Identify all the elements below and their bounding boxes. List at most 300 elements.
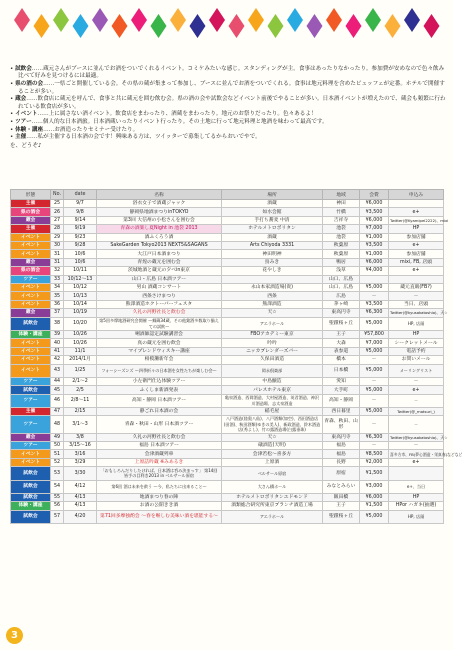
fee-cell: ¥5,000 (360, 408, 389, 416)
diamond-shape (92, 8, 108, 32)
no-cell: 27 (51, 216, 64, 224)
title-cell: 青煌の蔵元を囲む会 (97, 258, 222, 266)
place-cell: 岡永倶楽部 (222, 364, 323, 377)
diamond-shape (424, 14, 440, 38)
type-cell: 蔵会 (11, 433, 51, 441)
no-cell: 28 (51, 225, 64, 233)
bullet-icon: • (10, 111, 16, 118)
table-row (11, 347, 444, 355)
bullet-icon: • (10, 134, 16, 141)
type-cell: イベント (11, 292, 51, 300)
fee-cell: － (360, 292, 389, 300)
title-cell: 会津酒蔵列車 (97, 450, 222, 458)
apply-cell: 電話予約 (389, 347, 444, 355)
type-cell: 試飲会 (11, 493, 51, 501)
area-cell: 福島 (323, 442, 360, 450)
apply-cell: － (389, 416, 444, 433)
area-cell: 橋本 (323, 356, 360, 364)
note-item (10, 66, 446, 81)
place-cell: 手打ち蕎麦 中清 (222, 216, 323, 224)
type-cell: イベント (11, 339, 51, 347)
no-cell: 46 (51, 394, 64, 407)
table-row (11, 300, 444, 308)
note-label: イベント (15, 111, 38, 118)
date-cell: 10/6 (64, 250, 97, 258)
header-area: 地域 (323, 190, 360, 200)
apply-cell (389, 467, 444, 480)
diamond-shape (151, 14, 167, 38)
area-cell: 秋葉原 (323, 250, 360, 258)
title-cell: 浴衣女子で酒蔵ジャック (97, 200, 222, 208)
diamond-shape (385, 14, 401, 38)
apply-cell: Twitter(@kyusakatoshio)、天☆ (390, 434, 448, 440)
title-cell: 相模灘新年会 (97, 356, 222, 364)
no-cell: 45 (51, 386, 64, 394)
no-cell: 47 (51, 408, 64, 416)
type-cell: 主催 (11, 408, 51, 416)
apply-cell: e+、当日 (389, 480, 444, 493)
title-cell: 茨城地酒と蔵元の夕べin東京 (97, 267, 222, 275)
fee-cell: ¥1,000 (360, 250, 389, 258)
table-row (11, 416, 444, 433)
apply-cell: e+ (389, 386, 444, 394)
fee-cell: ¥5,000 (360, 386, 389, 394)
table-row (11, 467, 444, 480)
no-cell: 31 (51, 250, 64, 258)
fee-cell: ¥3,500 (360, 242, 389, 250)
area-cell: 池袋 (323, 225, 360, 233)
area-cell: みなとみらい (323, 480, 360, 493)
date-cell: 4/20 (64, 510, 97, 523)
table-row (11, 330, 444, 338)
header-fee: 会費 (360, 190, 389, 200)
date-cell: 11/1 (64, 347, 97, 355)
no-cell: 51 (51, 450, 64, 458)
place-cell: 西条 (222, 292, 323, 300)
table-row (11, 339, 444, 347)
area-cell: 王子 (323, 330, 360, 338)
place-cell: 天☆ (222, 309, 323, 317)
table-row (11, 433, 444, 441)
type-cell: 県の酒会 (11, 267, 51, 275)
header-type: 形態 (11, 190, 51, 200)
page-number-badge: 3 (6, 627, 23, 644)
note-text: ……一県ごと開催している会。その県の蔵が集まって参加し、ブースに並んでお酒をついでくれる。食事は地元料理を含めたビュッフェが定番。ホテルで開催することが多い。 (18, 81, 445, 95)
diamond-shape (112, 14, 128, 38)
title-cell: 第6回 酒は未来を救う 〜今、私たちに出来ること〜 (97, 480, 222, 493)
title-cell: 男山 酒蔵コンサート (97, 284, 222, 292)
no-cell: 30 (51, 242, 64, 250)
table-row (11, 200, 444, 208)
diamond-shape (209, 8, 225, 32)
header-no: No. (51, 190, 64, 200)
type-cell: イベント (11, 242, 51, 250)
type-cell: イベント (11, 300, 51, 308)
table-row (11, 386, 444, 394)
table-row (11, 442, 444, 450)
area-cell: 浅草 (323, 267, 360, 275)
bullet-icon: • (10, 81, 16, 88)
table-row (11, 317, 444, 330)
apply-cell: HP (389, 225, 444, 233)
area-cell: 飯田橋 (323, 493, 360, 501)
diamond-shape (14, 8, 30, 32)
no-cell: 53 (51, 467, 64, 480)
type-cell: 体験・講座 (11, 502, 51, 510)
diamond-shape (307, 14, 323, 38)
fee-cell: ¥5,000 (360, 510, 389, 523)
diamond-shape (404, 8, 420, 32)
apply-cell: メーリングリスト (389, 364, 444, 377)
table-row (11, 225, 444, 233)
fee-cell: － (360, 377, 389, 385)
title-cell: 山口・広島 日本酒ツアー (97, 275, 222, 283)
date-cell: 9/23 (64, 233, 97, 241)
place-cell: 稲毛屋 (222, 408, 323, 416)
date-cell: 4/12 (64, 480, 97, 493)
place-cell: 酒蔵 (222, 200, 323, 208)
fee-cell: ¥6,000 (360, 258, 389, 266)
date-cell: 10/19 (64, 309, 97, 317)
fee-cell: ¥6,000 (360, 200, 389, 208)
table-row (11, 284, 444, 292)
diamond-shape (170, 8, 186, 32)
place-cell: 酒類総合研究所東京ブランチ酒造工場 (222, 502, 323, 510)
date-cell: 3/16 (64, 450, 97, 458)
table-row (11, 208, 444, 216)
type-cell: 主催 (11, 200, 51, 208)
note-item (10, 96, 446, 111)
no-cell: 34 (51, 284, 64, 292)
place-cell: 熊澤酒造 (222, 300, 323, 308)
fee-cell: ¥5,000 (360, 284, 389, 292)
area-cell: 秋葉原 (323, 242, 360, 250)
table-row (11, 233, 444, 241)
title-cell: 小左衛門仕込体験ツアー (97, 377, 222, 385)
place-cell: ベルサール原宿 (222, 467, 323, 480)
type-cell: ツアー (11, 275, 51, 283)
date-cell: 3/8 (64, 433, 97, 441)
table-row (11, 275, 444, 283)
title-cell: 真の蔵元を囲む飲会 (97, 339, 222, 347)
date-cell: 10/11 (64, 267, 97, 275)
diamond-shape (346, 14, 362, 38)
title-cell: 久礼の河野社長と飲む会 (97, 309, 222, 317)
diamond-shape (365, 8, 381, 32)
title-cell: 唎酒師認定試験講習会 (97, 330, 222, 338)
place-cell: 上原酒 (222, 458, 323, 466)
diamond-shape (190, 14, 206, 38)
date-cell: 10/12 (64, 284, 97, 292)
type-cell: ツアー (11, 377, 51, 385)
fee-cell (360, 275, 389, 283)
place-cell: 如水会館 (222, 208, 323, 216)
no-cell: 52 (51, 458, 64, 466)
title-cell: 静ごれ日本酒の会 (97, 408, 222, 416)
table-row (11, 458, 444, 466)
place-cell: 吟吟 (222, 339, 323, 347)
place-cell: 神田明神 (222, 250, 323, 258)
note-label: 県の酒の会 (15, 81, 44, 88)
note-text: ……お酒造ったりセミナー受けたり。 (43, 126, 139, 133)
type-cell: 蔵会 (11, 216, 51, 224)
diamond-shape (73, 14, 89, 38)
title-cell: 地酒まつり春の陣 (97, 493, 222, 501)
date-cell: 2/1〜2 (64, 377, 97, 385)
table-row (11, 480, 444, 493)
table-row (11, 250, 444, 258)
no-cell: 56 (51, 502, 64, 510)
place-cell: 鳥みき (222, 258, 323, 266)
table-row (11, 408, 444, 416)
title-cell: 静岡県地酒まつりinTOKYO (97, 208, 222, 216)
apply-cell: － (389, 292, 444, 300)
apply-cell: e+ (389, 242, 444, 250)
place-cell: 久保田酒造 (222, 356, 323, 364)
table-row (11, 450, 444, 458)
fee-cell: ¥8,500 (360, 450, 389, 458)
date-cell: 9/28 (64, 242, 97, 250)
date-cell: 3/29 (64, 458, 97, 466)
diamond-shape (287, 8, 303, 32)
title-cell: 大江戸日本酒まつり (97, 250, 222, 258)
place-cell: アエラホール (222, 317, 323, 330)
place-cell: 中島醸造 (222, 377, 323, 385)
apply-cell: HP (389, 330, 444, 338)
date-cell: 3/30 (64, 467, 97, 480)
title-cell: 上原詰吟蔵 ※みあるき (97, 458, 222, 466)
title-cell: 熊澤酒造ホクトーバーフェスタ (97, 300, 222, 308)
table-row (11, 356, 444, 364)
apply-cell: Twitter(@_matsuri_) (389, 408, 444, 416)
apply-cell: HP (389, 493, 444, 501)
bullet-icon: • (10, 126, 16, 133)
place-cell: アエラホール (222, 510, 323, 523)
fee-cell: ¥5,000 (360, 364, 389, 377)
closing-line: を、どうぞ♪ (10, 143, 42, 149)
decorative-diamond-banner (12, 6, 442, 42)
type-cell: 体験・講座 (11, 330, 51, 338)
place-cell: 天☆ (222, 433, 323, 441)
place-cell: 亀泉酒造、西岡酒造、大村屋酒造、英君酒造、神沢川酒造場、志太泉酒造 (222, 394, 323, 407)
type-cell: 蔵会 (11, 258, 51, 266)
no-cell: 40 (51, 339, 64, 347)
area-cell: 竹橋 (323, 208, 360, 216)
table-row (11, 309, 444, 317)
apply-cell: － (389, 394, 444, 407)
date-cell: 10/20 (64, 317, 97, 330)
area-cell: 山口、広島 (323, 275, 360, 283)
no-cell: 44 (51, 377, 64, 385)
date-cell: 9/7 (64, 200, 97, 208)
area-cell: 広島 (323, 292, 360, 300)
type-cell: 蔵会 (11, 309, 51, 317)
note-item (10, 134, 446, 141)
place-cell: パレスホテル東京 (222, 386, 323, 394)
no-cell: 36 (51, 300, 64, 308)
date-cell: 3/15〜16 (64, 442, 97, 450)
apply-cell (389, 200, 444, 208)
no-cell: 43 (51, 364, 64, 377)
fee-cell: ¥3,500 (360, 208, 389, 216)
type-cell: イベント (11, 233, 51, 241)
table-row (11, 267, 444, 275)
title-cell: 第3回 大信州の小松さんを囲む会 (97, 216, 222, 224)
date-cell: 9/19 (64, 225, 97, 233)
table-header-row (11, 190, 444, 200)
fee-cell: ¥2,000 (360, 458, 389, 466)
area-cell: 聖蹟桜ヶ丘 (323, 317, 360, 330)
diamond-shape (34, 14, 50, 38)
date-cell: 10/14 (64, 300, 97, 308)
no-cell: 26 (51, 208, 64, 216)
fee-cell: － (360, 356, 389, 364)
type-cell: イベント (11, 458, 51, 466)
table-row (11, 258, 444, 266)
area-cell: 大手町 (323, 386, 360, 394)
area-cell: 鴨居 (323, 258, 360, 266)
table-row (11, 364, 444, 377)
header-title: 名称 (97, 190, 222, 200)
apply-cell: e+ (389, 458, 444, 466)
title-cell: フォーシーズンズ 〜四季折々の日本酒を女性たちが楽しむ会〜 (97, 364, 222, 377)
note-label: 主催 (15, 134, 27, 141)
place-cell: Arts Chiyoda 3331 (222, 242, 323, 250)
fee-cell: － (360, 442, 389, 450)
table-row (11, 292, 444, 300)
table-row (11, 493, 444, 501)
diamond-shape (131, 8, 147, 32)
header-place: 場所 (222, 190, 323, 200)
type-cell: 試飲会 (11, 510, 51, 523)
no-cell: 57 (51, 510, 64, 523)
place-cell: ニッカブレンダーズバー (222, 347, 323, 355)
diamond-shape (53, 8, 69, 32)
place-cell: 大さん橋ホール (222, 480, 323, 493)
apply-cell (389, 275, 444, 283)
area-cell: 表参道 (323, 347, 360, 355)
header-apply: 申込み (389, 190, 444, 200)
title-cell: 第71回多摩独酌会 〜春を喉しむ美味い酒を堪能する〜 (97, 510, 222, 523)
type-cell: イベント (11, 450, 51, 458)
fee-cell: ¥4,000 (360, 267, 389, 275)
fee-cell: － (360, 416, 389, 433)
apply-cell: HPor ハガキ(抽選) (389, 502, 444, 510)
diamond-shape (268, 14, 284, 38)
place-cell (222, 275, 323, 283)
apply-cell: Twitter(@kyusakatoshio)、天☆ (390, 310, 448, 316)
header-date: date (64, 190, 97, 200)
area-cell: 茅ヶ崎 (323, 300, 360, 308)
date-cell: 9/8 (64, 208, 97, 216)
type-cell: 主催 (11, 225, 51, 233)
date-cell: 2/5 (64, 386, 97, 394)
table-row (11, 242, 444, 250)
table-row (11, 394, 444, 407)
area-cell: 聖蹟桜ヶ丘 (323, 510, 360, 523)
apply-cell: 参加店舗 (389, 250, 444, 258)
type-cell: 試飲会 (11, 317, 51, 330)
no-cell: 42 (51, 356, 64, 364)
type-cell: 試飲会 (11, 480, 51, 493)
date-cell: 4/13 (64, 502, 97, 510)
date-cell: 4/13 (64, 493, 97, 501)
diamond-shape (248, 8, 264, 32)
note-label: 体験・講座 (15, 126, 44, 133)
title-cell: 福島 日本酒ツアー (97, 442, 222, 450)
area-cell: 愛知 (323, 377, 360, 385)
apply-cell: HP, 店頭 (389, 510, 444, 523)
apply-cell: － (389, 377, 444, 385)
no-cell: 49 (51, 433, 64, 441)
type-cell: ツアー (11, 442, 51, 450)
area-cell: 西日暮里 (323, 408, 360, 416)
title-cell: 酒ふくろう酒 (97, 233, 222, 241)
date-cell: 1/25 (64, 364, 97, 377)
note-text: ……私が主催する日本酒の会です！興味ある方は、ツイッターで募集してるからおいでやで。 (26, 134, 261, 141)
area-cell: 大森 (323, 339, 360, 347)
no-cell: 25 (51, 200, 64, 208)
area-cell: 池袋 (323, 233, 360, 241)
note-label: 蔵会 (15, 96, 27, 103)
place-cell: 酒蔵 (222, 233, 323, 241)
fee-cell: ¥3,000 (360, 480, 389, 493)
place-cell: 八戸酒造(陸奥八仙)、八戸酒類(如空)、西田酒造店(田酒)、秋田酒類(ゆきの美人)、新政酒造、鈴木酒造店(秀よし)、竹の露酒造場(白露垂珠) (222, 416, 323, 433)
title-cell: お酒の公開きき酒 (97, 502, 222, 510)
place-cell: 花やしき (222, 267, 323, 275)
title-cell: 青森・秋田・山形 日本酒ツアー (97, 416, 222, 433)
no-cell: 29 (51, 233, 64, 241)
title-cell: 青森の酒楽し夏Night in 池袋 2013 (97, 225, 222, 233)
title-cell: 久礼の河野社長と飲む会 (97, 433, 222, 441)
title-cell: 第5回多摩地酒研究会開催 〜郷蔵34蔵、その他銘酒多数取り揃えての試飲〜 (97, 317, 222, 330)
type-cell: イベント (11, 250, 51, 258)
type-cell: イベント (11, 284, 51, 292)
date-cell: 2/8〜11 (64, 394, 97, 407)
type-cell: ツアー (11, 394, 51, 407)
no-cell: 39 (51, 330, 64, 338)
apply-cell: お問いメール (389, 356, 444, 364)
fee-cell: ¥1,500 (360, 502, 389, 510)
diamond-shape (326, 8, 342, 32)
type-cell: イベント (11, 356, 51, 364)
date-cell: 10/6 (64, 258, 97, 266)
table-row (11, 216, 444, 224)
fee-cell: － (360, 394, 389, 407)
area-cell: 東高円寺 (323, 433, 360, 441)
no-cell: 54 (51, 480, 64, 493)
event-table (10, 189, 462, 524)
no-cell: 38 (51, 317, 64, 330)
area-cell: 神田 (323, 200, 360, 208)
type-cell: ツアー (11, 416, 51, 433)
type-cell: イベント (11, 347, 51, 355)
no-cell: 35 (51, 292, 64, 300)
apply-cell: 蔵元直販(FB?) (389, 284, 444, 292)
apply-cell: HP, 店頭 (389, 317, 444, 330)
table-row (11, 502, 444, 510)
date-cell: 10/26 (64, 339, 97, 347)
area-cell: 日本橋 (323, 364, 360, 377)
fee-cell: ¥6,300 (360, 433, 389, 441)
note-label: ツアー (15, 119, 32, 126)
area-cell: 王子 (323, 502, 360, 510)
bullet-icon: • (10, 66, 16, 72)
no-cell: 55 (51, 493, 64, 501)
apply-cell: － (389, 442, 444, 450)
apply-cell: e+ (389, 208, 444, 216)
fee-cell: ¥57,800 (360, 330, 389, 338)
